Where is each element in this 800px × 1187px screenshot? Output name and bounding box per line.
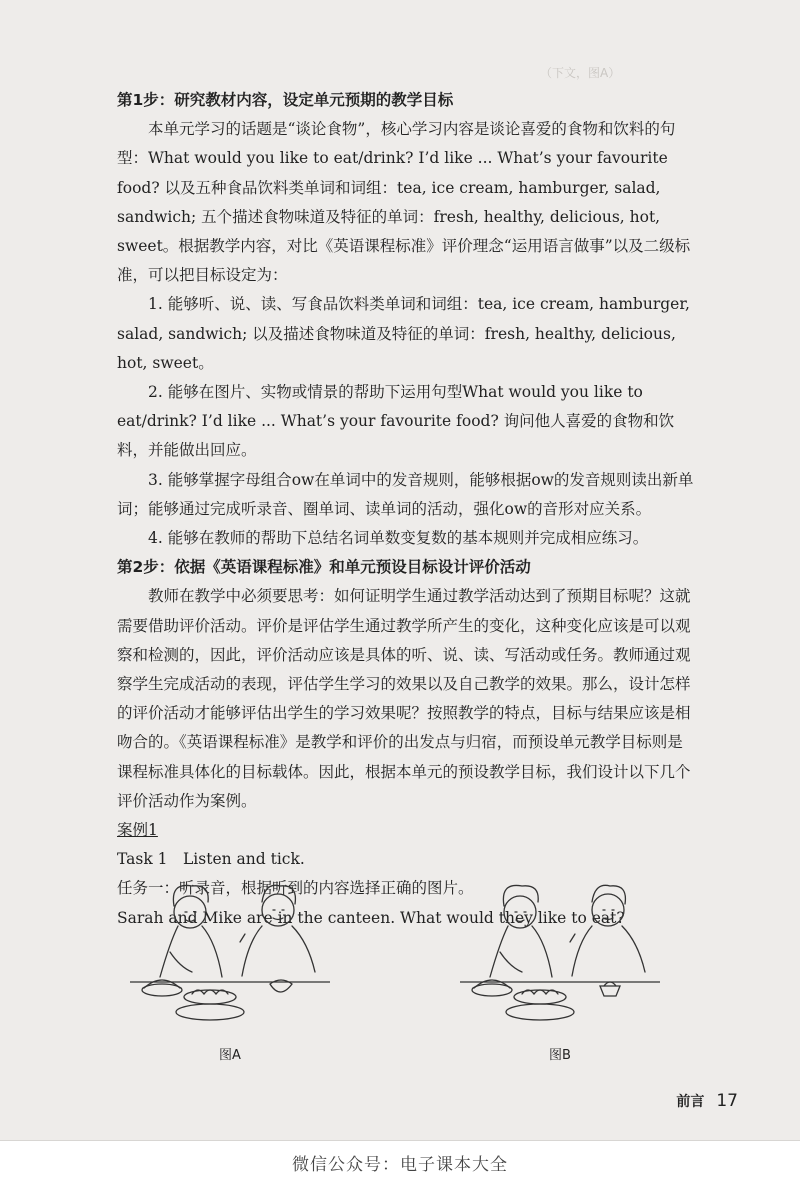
task-title: Task 1 Listen and tick. — [117, 850, 305, 869]
figure-a-caption: 图A — [219, 1048, 241, 1063]
case-label: 案例1 — [117, 821, 158, 840]
canteen-illustration-b — [460, 872, 660, 1042]
goal-item: 4. 能够在教师的帮助下总结名词单数变复数的基本规则并完成相应练习。 — [148, 529, 649, 548]
figure-row — [130, 872, 690, 1072]
paragraph-topic: 本单元学习的话题是“谈论食物”，核心学习内容是谈论喜爱的食物和饮料的句型：What would you like to eat/drink? I’d like ... What’s your favourite food? 以及五种食品饮料类单词和词组：tea, ice cream, hamburger, salad, sandwich; 五个描述食物味道及特征的单词：fresh, healthy, delicious, hot, sweet。根据教学内容，对比《英语课程标准》评价理念“运用语言做事”以及二级标准，可以把目标设定为： — [117, 120, 691, 285]
task-question: Sarah and Mike are in the canteen. What would they like to eat? — [117, 908, 625, 927]
figure-a — [130, 872, 330, 1072]
goal-item: 1. 能够听、说、读、写食品饮料类单词和词组：tea, ice cream, hamburger, salad, sandwich; 以及描述食物味道及特征的单词：fresh, healthy, delicious, hot, sweet。 — [117, 295, 690, 372]
task-instruction: 任务一：听录音，根据听到的内容选择正确的图片。 — [117, 879, 474, 898]
canteen-illustration-a — [130, 872, 330, 1042]
watermark: 微信公众号：电子课本大全 — [292, 1155, 508, 1175]
goal-item: 3. 能够掌握字母组合ow在单词中的发音规则，能够根据ow的发音规则读出新单词；能够通过完成听录音、圈单词、读单词的活动，强化ow的音形对应关系。 — [117, 470, 694, 518]
page-number: 17 — [716, 1091, 738, 1111]
goal-item: 2. 能够在图片、实物或情景的帮助下运用句型What would you like to eat/drink? I’d like ... What’s your favourite food? 询问他人喜爱的食物和饮料，并能做出回应。 — [117, 383, 675, 460]
page-body — [117, 86, 697, 933]
step1-heading: 第1步：研究教材内容，设定单元预期的教学目标 — [117, 91, 454, 109]
page-footer — [676, 1091, 738, 1111]
section-label: 前言 — [676, 1094, 705, 1110]
paragraph-evaluation: 教师在教学中必须要思考：如何证明学生通过教学活动达到了预期目标呢？这就需要借助评价活动。评价是评估学生通过教学所产生的变化，这种变化应该是可以观察和检测的，因此，评价活动应该是具体的听、说、读、写活动或任务。教师通过观察学生完成活动的表现，评估学生学习的效果以及自己教学的效果。那么，设计怎样的评价活动才能够评估出学生的学习效果呢？按照教学的特点，目标与结果应该是相吻合的。《英语课程标准》是教学和评价的出发点与归宿，而预设单元教学目标则是课程标准具体化的目标载体。因此，根据本单元的预设教学目标，我们设计以下几个评价活动作为案例。 — [117, 587, 691, 810]
bleed-through-text: （下文，图A） — [540, 66, 621, 80]
step2-heading: 第2步：依据《英语课程标准》和单元预设目标设计评价活动 — [117, 558, 531, 577]
figure-b — [460, 872, 660, 1072]
figure-b-caption: 图B — [549, 1048, 571, 1063]
